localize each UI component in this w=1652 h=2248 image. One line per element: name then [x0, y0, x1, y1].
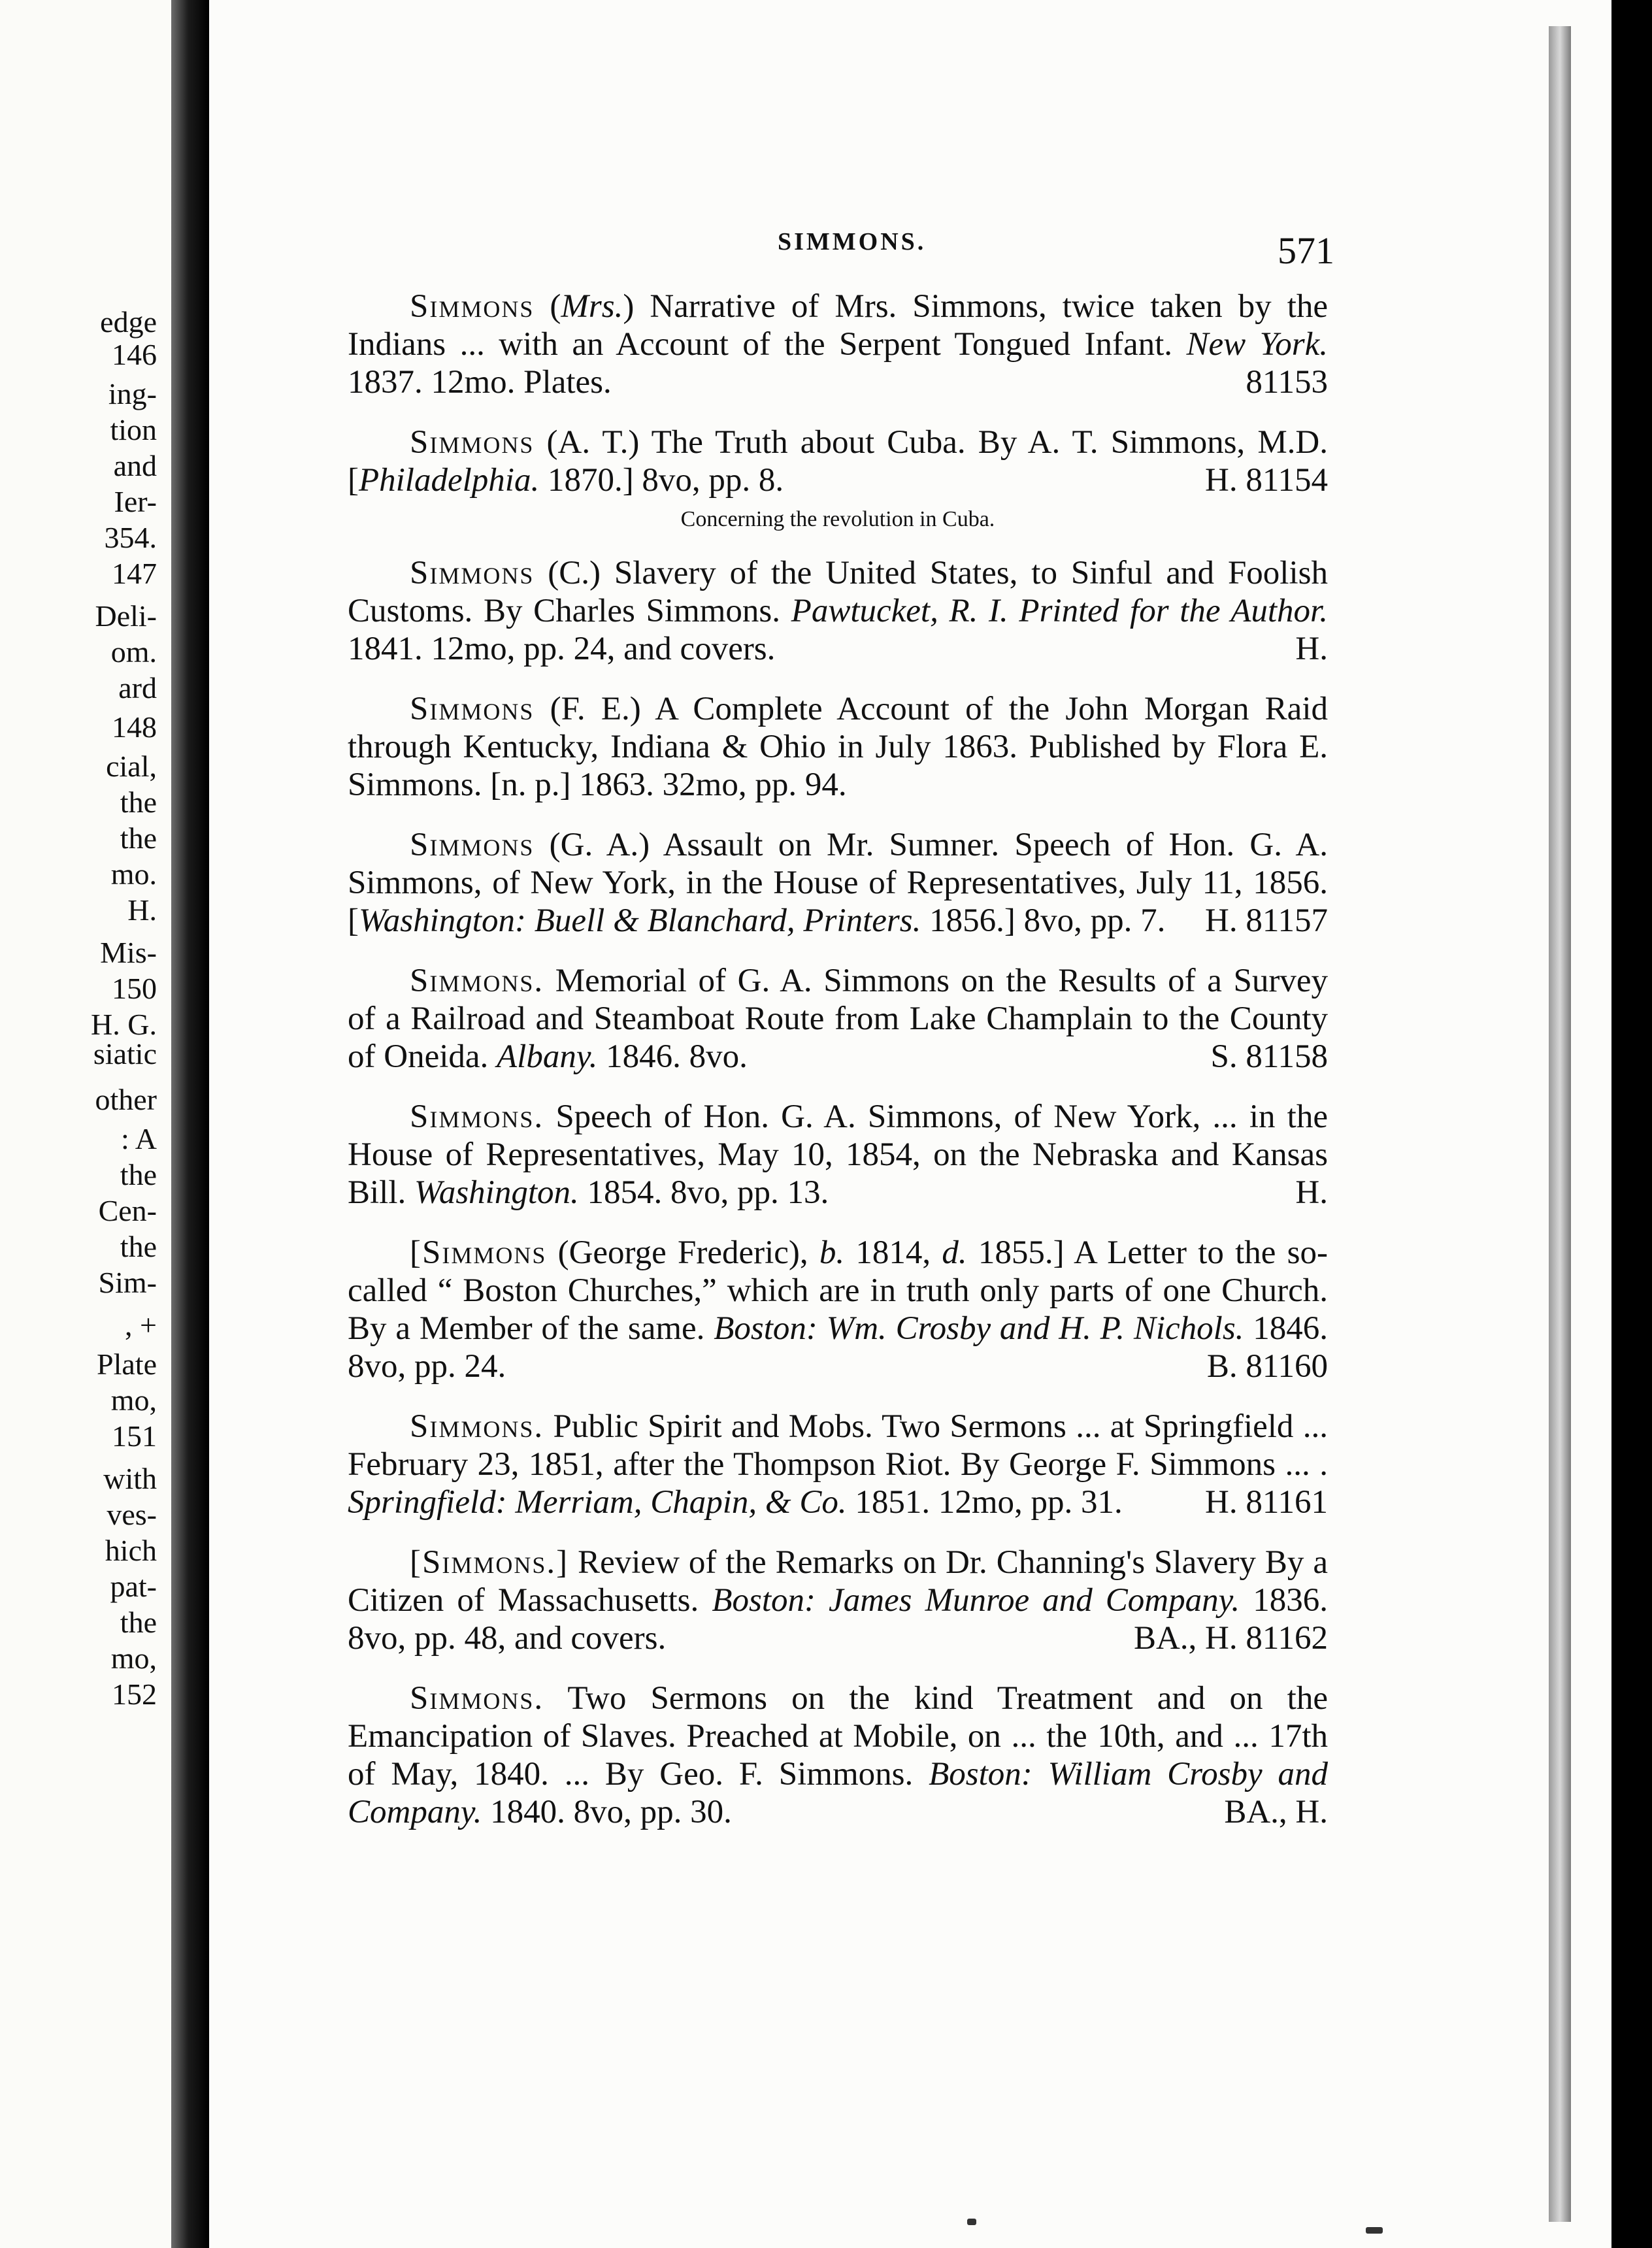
- page-edge-shadow: [1549, 26, 1571, 2222]
- entry-imprint: Philadelphia.: [358, 462, 540, 499]
- entry-reference-number: H. 81154: [1205, 462, 1328, 499]
- facing-page-fragment: [0, 0, 171, 2248]
- entry-text: (A. T.) The Truth about Cuba. By A. T. Simmons, M.D. [: [348, 424, 1328, 499]
- catalog-entry: [348, 1234, 1328, 1385]
- facing-page-line: Deli-: [95, 599, 157, 633]
- entry-heading: Simmons.: [410, 1680, 544, 1717]
- entry-text: (George Frederic),: [546, 1234, 819, 1271]
- entry-note: Concerning the revolution in Cuba.: [680, 507, 995, 531]
- catalog-entry: [348, 288, 1328, 401]
- entry-text: Public Spirit and Mobs. Two Sermons ... at Springfield ... February 23, 1851, after the Thompson Riot. By George F. Simmons ... .: [348, 1408, 1328, 1483]
- entry-imprint: Boston: James Munroe and Company.: [712, 1582, 1240, 1619]
- facing-page-line: hich: [105, 1534, 157, 1567]
- scan-speck: [1366, 2227, 1383, 2234]
- facing-page-line: Plate: [97, 1347, 157, 1381]
- scan-speck: [967, 2219, 976, 2225]
- entry-reference-number: B. 81160: [1206, 1348, 1328, 1385]
- entry-reference-number: 81153: [1246, 364, 1328, 401]
- facing-page-line: Cen-: [98, 1194, 157, 1227]
- entry-imprint: d.: [942, 1234, 967, 1271]
- entry-text: Speech of Hon. G. A. Simmons, of New York, ... in the House of Representatives, May 10, 1854, on the Nebraska and Kansas Bill.: [348, 1099, 1328, 1211]
- facing-page-line: mo.: [110, 857, 157, 891]
- facing-page-line: ves-: [107, 1498, 157, 1531]
- facing-page-line: ing-: [108, 377, 157, 410]
- facing-page-line: mo,: [110, 1642, 157, 1675]
- facing-page-line: , +: [125, 1308, 157, 1342]
- entry-imprint: b.: [819, 1234, 845, 1271]
- facing-page-line: mo,: [110, 1383, 157, 1417]
- entry-heading: Simmons: [410, 827, 535, 863]
- entry-imprint: Boston: William Crosby and Company.: [348, 1756, 1328, 1830]
- facing-page-line: with: [103, 1462, 157, 1495]
- facing-page-line: the: [120, 821, 157, 855]
- facing-page-line: Ier-: [114, 485, 157, 518]
- facing-page-line: the: [120, 785, 157, 819]
- entry-text: (G. A.) Assault on Mr. Sumner. Speech of Hon. G. A. Simmons, of New York, in the House of Representatives, July 11, 1856. [: [348, 827, 1328, 939]
- catalog-entry: [348, 423, 1328, 499]
- facing-page-line: 146: [112, 338, 157, 371]
- catalog-entry: [348, 1408, 1328, 1521]
- facing-page-line: tion: [110, 413, 157, 446]
- catalog-entry: [348, 554, 1328, 668]
- entry-text: 1836. 8vo, pp. 48, and covers.: [348, 1582, 1328, 1657]
- entry-text: 1841. 12mo, pp. 24, and covers.: [348, 631, 776, 667]
- entry-text: Two Sermons on the kind Treatment and on the Emancipation of Slaves. Preached at Mobile, on ... the 10th, and ... 17th of May, 1840. ... By Geo. F. Simmons.: [348, 1680, 1328, 1793]
- entry-text: Review of the Remarks on Dr. Channing's Slavery By a Citizen of Massachusetts.: [348, 1544, 1328, 1619]
- entry-reference-number: H. 81157: [1205, 902, 1328, 939]
- entry-heading: Simmons.: [410, 1408, 544, 1445]
- running-head: SIMMONS.: [778, 228, 927, 256]
- entry-list: [348, 288, 1328, 1853]
- entry-reference-number: H.: [1295, 631, 1328, 667]
- entry-imprint: New York.: [1186, 326, 1328, 363]
- facing-page-line: siatic: [93, 1037, 157, 1070]
- entry-heading: Simmons.: [410, 963, 544, 999]
- book-gutter: [171, 0, 209, 2248]
- catalog-entry: [348, 1679, 1328, 1831]
- page-number: 571: [1278, 229, 1334, 272]
- entry-text: (F. E.) A Complete Account of the John Morgan Raid through Kentucky, Indiana & Ohio in July 1863. Published by Flora E. Simmons. [n. p.] 1863. 32mo, pp. 94.: [348, 691, 1328, 803]
- catalog-entry: [348, 826, 1328, 940]
- entry-heading: [Simmons: [410, 1234, 547, 1271]
- facing-page-line: the: [120, 1230, 157, 1263]
- entry-text: (: [534, 288, 561, 325]
- entry-imprint: Springfield: Merriam, Chapin, & Co.: [348, 1484, 847, 1521]
- entry-imprint: Pawtucket, R. I. Printed for the Author.: [791, 593, 1328, 629]
- entry-text: 1846. 8vo, pp. 24.: [348, 1310, 1329, 1385]
- facing-page-line: Sim-: [98, 1266, 157, 1299]
- catalog-entry: [348, 1098, 1328, 1212]
- facing-page-line: and: [113, 449, 157, 482]
- entry-text: 1840. 8vo, pp. 30.: [482, 1794, 732, 1830]
- facing-page-line: 151: [112, 1419, 157, 1453]
- facing-page-line: pat-: [110, 1570, 157, 1603]
- facing-page-line: 148: [112, 710, 157, 744]
- facing-page-line: om.: [110, 635, 157, 669]
- entry-imprint: Boston: Wm. Crosby and H. P. Nichols.: [714, 1310, 1244, 1347]
- facing-page-line: ard: [118, 671, 157, 704]
- entry-text: 1856.] 8vo, pp. 7.: [921, 902, 1166, 939]
- facing-page-line: 152: [112, 1678, 157, 1711]
- facing-page-line: : A: [121, 1122, 157, 1155]
- entry-heading: Simmons: [410, 691, 535, 727]
- entry-imprint: Mrs.: [561, 288, 623, 325]
- entry-heading: Simmons: [410, 288, 535, 325]
- entry-reference-number: H. 81161: [1205, 1484, 1328, 1521]
- entry-text: 1846. 8vo.: [597, 1038, 748, 1075]
- entry-reference-number: BA., H. 81162: [1133, 1620, 1328, 1657]
- catalog-entry: [348, 962, 1328, 1076]
- entry-heading: Simmons: [410, 555, 535, 591]
- facing-page-line: cial,: [106, 750, 157, 783]
- entry-heading: [Simmons.]: [410, 1544, 569, 1581]
- entry-text: Memorial of G. A. Simmons on the Results of a Survey of a Railroad and Steamboat Route from Lake Champlain to the County of Oneida.: [348, 963, 1328, 1075]
- entry-text: 1855.] A Letter to the so-called “ Boston Churches,” which are in truth only parts of one Church. By a Member of the same.: [348, 1234, 1328, 1347]
- facing-page-line: edge: [100, 305, 157, 339]
- facing-page-line: 147: [112, 557, 157, 590]
- catalog-entry: [348, 690, 1328, 804]
- entry-text: 1837. 12mo. Plates.: [348, 364, 612, 401]
- catalog-entry: [348, 1544, 1328, 1657]
- entry-reference-number: S. 81158: [1210, 1038, 1328, 1075]
- entry-text: 1870.] 8vo, pp. 8.: [539, 462, 784, 499]
- entry-text: 1854. 8vo, pp. 13.: [578, 1174, 829, 1211]
- entry-imprint: Washington: Buell & Blanchard, Printers.: [358, 902, 921, 939]
- facing-page-line: 150: [112, 972, 157, 1005]
- facing-page-line: the: [120, 1158, 157, 1191]
- entry-reference-number: H.: [1295, 1174, 1328, 1211]
- entry-text: (C.) Slavery of the United States, to Sinful and Foolish Customs. By Charles Simmons.: [348, 555, 1328, 629]
- entry-text: 1814,: [844, 1234, 942, 1271]
- entry-heading: Simmons.: [410, 1099, 544, 1135]
- entry-reference-number: BA., H.: [1224, 1794, 1328, 1830]
- entry-imprint: Albany.: [497, 1038, 598, 1075]
- facing-page-line: H.: [127, 893, 157, 927]
- facing-page-line: Mis-: [100, 936, 157, 969]
- facing-page-line: the: [120, 1606, 157, 1639]
- facing-page-line: other: [95, 1083, 157, 1116]
- facing-page-line: 354.: [104, 521, 157, 554]
- facing-page-line: H. G.: [91, 1008, 157, 1041]
- entry-imprint: Washington.: [414, 1174, 579, 1211]
- entry-text: 1851. 12mo, pp. 31.: [846, 1484, 1123, 1521]
- entry-text: ) Narrative of Mrs. Simmons, twice taken by the Indians ... with an Account of the Serpent Tongued Infant.: [348, 288, 1328, 363]
- entry-heading: Simmons: [410, 424, 535, 461]
